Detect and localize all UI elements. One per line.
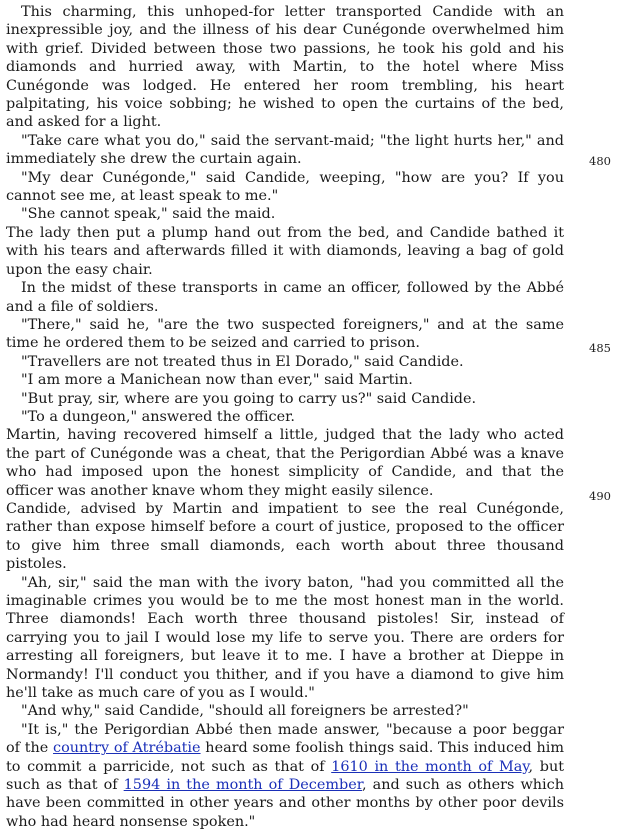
text-span: heard some foolish things said. This induced him to commit a parricide, not such as that of bbox=[6, 740, 564, 775]
paragraph: Candide, advised by Martin and impatient to see the real Cunégonde, rather than expose himself before a court of justice, proposed to the officer to give him three small diamonds, each worth about three thousand pistoles. bbox=[6, 500, 564, 573]
text-span: "It is," the Perigordian Abbé then made answer, "because a poor beggar of the bbox=[6, 721, 564, 757]
paragraph: The lady then put a plump hand out from the bed, and Candide bathed it with his tears and afterwards filled it with diamonds, leaving a bag of gold upon the easy chair. bbox=[6, 224, 564, 278]
paragraph: "My dear Cunégonde," said Candide, weeping, "how are you? If you cannot see me, at least speak to me." bbox=[6, 169, 564, 205]
paragraph: "Ah, sir," said the man with the ivory baton, "had you committed all the imaginable crimes you would be to me the most honest man in the world. Three diamonds! Each worth three thousand pistoles! Sir, instead of carrying you to jail I would lose my life to serve you. There are orders for arresting all foreigners, but leave it to me. I have a brother at Dieppe in Normandy! I'll conduct you thither, and if you have a diamond to give him he'll take as much care of you as I would." bbox=[6, 574, 564, 702]
link-country-of-atrebatie[interactable]: country of Atrébatie bbox=[53, 740, 201, 757]
text-span: , and such as others which have been committed in other years and other months by other poor devils who had heard nonsense spoken." bbox=[6, 777, 564, 830]
text-span: , but such as that of bbox=[6, 758, 564, 794]
paragraph: "I am more a Manichean now than ever," said Martin. bbox=[21, 372, 413, 389]
paragraph: "But pray, sir, where are you going to carry us?" said Candide. bbox=[21, 390, 477, 407]
paragraph: In the midst of these transports in came an officer, followed by the Abbé and a file of soldiers. bbox=[6, 280, 564, 315]
paragraph: Martin, having recovered himself a little, judged that the lady who acted the part of Cunégonde was a cheat, that the Perigordian Abbé was a knave who had imposed upon the honest simplicity of Candide, and that the officer was another knave whom they might easily silence. bbox=[6, 427, 564, 499]
paragraph: "Take care what you do," said the servant-maid; "the light hurts her," and immediately she drew the curtain again. bbox=[6, 132, 564, 168]
body-text bbox=[6, 3, 564, 831]
line-number: 485 bbox=[589, 341, 611, 355]
paragraph: "There," said he, "are the two suspected foreigners," and at the same time he ordered them to be seized and carried to prison. bbox=[6, 316, 564, 352]
paragraph: "To a dungeon," answered the officer. bbox=[21, 408, 295, 425]
line-number: 490 bbox=[589, 489, 611, 503]
link-1594-december[interactable]: 1594 in the month of December bbox=[123, 777, 363, 794]
paragraph: "Travellers are not treated thus in El Dorado," said Candide. bbox=[21, 353, 464, 370]
line-number: 480 bbox=[589, 154, 611, 168]
paragraph-with-links bbox=[6, 721, 564, 831]
paragraph: This charming, this unhoped-for letter transported Candide with an inexpressible joy, and the illness of his dear Cunégonde overwhelmed him with grief. Divided between those two passions, he took his gold and his diamonds and hurried away, with Martin, to the hotel where Miss Cunégonde was lodged. He entered her room trembling, his heart palpitating, his voice sobbing; he wished to open the curtains of the bed, and asked for a light. bbox=[6, 4, 564, 131]
link-1610-may[interactable]: 1610 in the month of May bbox=[331, 758, 529, 775]
paragraph: "She cannot speak," said the maid. bbox=[21, 206, 276, 223]
paragraph: "And why," said Candide, "should all foreigners be arrested?" bbox=[21, 703, 469, 720]
